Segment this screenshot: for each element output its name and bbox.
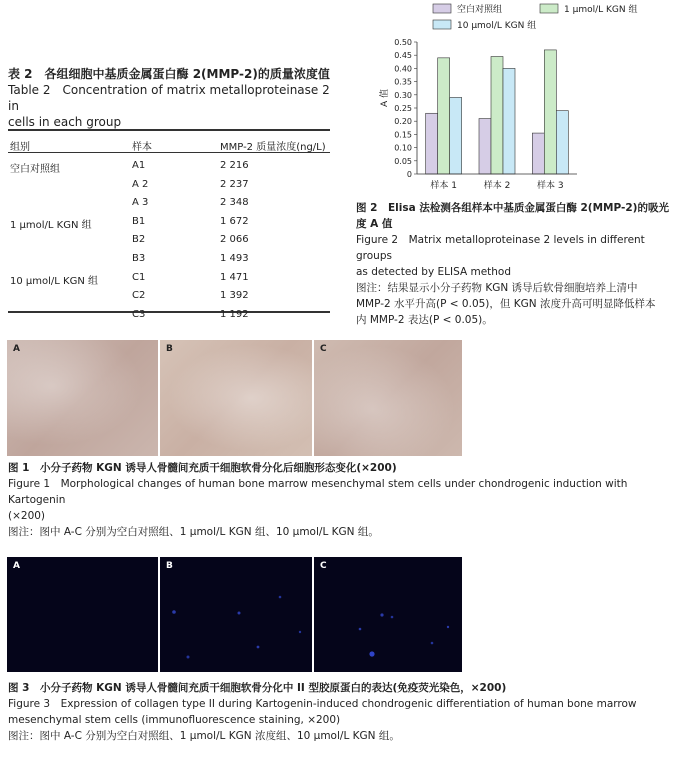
figure-2-note-3: 内 MMP-2 表达(P < 0.05)。 — [356, 314, 493, 326]
y-tick-label: 0.25 — [394, 104, 412, 113]
table-row — [8, 177, 330, 196]
y-tick-label: 0.05 — [394, 156, 412, 166]
figure-3-caption-en-2: mesenchymal stem cells (immunofluorescence staining, ×200) — [8, 714, 341, 726]
mmp2-bar-chart — [355, 0, 675, 198]
cell-value: 2 066 — [220, 234, 249, 246]
fluorescence-dots — [314, 557, 462, 672]
table-row — [8, 232, 330, 251]
cell-sample: A 3 — [132, 197, 149, 209]
table-2-title-zh: 表 2 各组细胞中基质金属蛋白酶 2(MMP-2)的质量浓度值 — [8, 67, 330, 81]
cell-value: 1 192 — [220, 308, 249, 320]
cell-sample: A1 — [132, 160, 146, 171]
table-row — [8, 195, 330, 214]
bar — [438, 58, 450, 174]
legend-swatch — [433, 20, 451, 29]
table-2-title-en-line2: cells in each group — [8, 115, 122, 129]
figure-2-caption-zh-1: 图 2 Elisa 法检测各组样本中基质金属蛋白酶 2(MMP-2)的吸光 — [356, 202, 669, 214]
figure-1-panel-a — [7, 340, 158, 456]
panel-label: B — [166, 561, 173, 571]
y-axis-label: A 值 — [380, 88, 390, 108]
table-row — [8, 251, 330, 270]
y-tick-label: 0.10 — [394, 143, 412, 153]
panel-label: A — [13, 344, 20, 354]
bar — [556, 111, 568, 174]
table-row — [8, 270, 330, 289]
cell-value: 2 237 — [220, 178, 249, 190]
table-2 — [8, 136, 330, 325]
figure-3-panel-a — [7, 557, 158, 672]
figure-3-note: 图注：图中 A-C 分别为空白对照组、1 μmol/L KGN 浓度组、10 μmol/L KGN 组。 — [8, 730, 400, 742]
header-group: 组别 — [10, 142, 30, 153]
chart-bars — [426, 50, 569, 174]
y-tick-label: 0.30 — [394, 90, 412, 100]
figure-1-caption-en-2: (×200) — [8, 510, 46, 522]
cell-sample: B3 — [132, 252, 146, 264]
x-tick-label: 样本 2 — [483, 181, 511, 191]
panel-label: C — [320, 561, 327, 571]
figure-3-caption — [8, 680, 680, 744]
y-tick-label: 0.15 — [394, 130, 412, 140]
y-tick-label: 0.20 — [394, 117, 412, 127]
table-row — [8, 158, 330, 177]
figure-1-caption-en-1: Figure 1 Morphological changes of human bone marrow mesenchymal stem cells under chondrogenic induction with Kartogenin — [8, 478, 628, 506]
cell-value: 2 216 — [220, 160, 249, 171]
cell-value: 2 348 — [220, 197, 249, 209]
figure-1-note: 图注：图中 A-C 分别为空白对照组、1 μmol/L KGN 组、10 μmol/L KGN 组。 — [8, 526, 379, 538]
table-2-title — [8, 66, 338, 130]
figure-3-panel-c — [314, 557, 462, 672]
table-row — [8, 288, 330, 307]
cell-sample: A 2 — [132, 178, 149, 190]
table-row — [8, 214, 330, 233]
bar — [544, 50, 556, 174]
legend-label: 空白对照组 — [457, 5, 503, 15]
figure-3-caption-en-1: Figure 3 Expression of collagen type II during Kartogenin-induced chondrogenic differentiation of human bone marrow — [8, 698, 637, 710]
table-row — [8, 307, 330, 326]
cell-value: 1 471 — [220, 271, 249, 283]
x-tick-label: 样本 3 — [537, 181, 564, 191]
figure-2-caption-en-2: as detected by ELISA method — [356, 266, 512, 278]
y-axis-ticks — [394, 38, 417, 179]
bar — [503, 68, 515, 174]
cell-group: 1 μmol/L KGN 组 — [10, 219, 92, 231]
figure-1-panel-b — [160, 340, 312, 456]
cell-value: 1 392 — [220, 290, 249, 302]
y-tick-label: 0.40 — [394, 64, 412, 74]
cell-sample: C1 — [132, 271, 146, 283]
figure-2-note-2: MMP-2 水平升高(P < 0.05)，但 KGN 浓度升高可明显降低样本 — [356, 298, 656, 310]
bar — [479, 119, 491, 174]
header-sample: 样本 — [132, 142, 152, 153]
cell-value: 1 493 — [220, 252, 249, 264]
table-header-row — [8, 136, 330, 154]
y-tick-label: 0.35 — [394, 77, 412, 87]
cell-group: 空白对照组 — [10, 164, 60, 175]
y-tick-label: 0.50 — [394, 38, 412, 47]
figure-2-note-1: 图注：结果显示小分子药物 KGN 诱导后软骨细胞培养上清中 — [356, 282, 638, 294]
cell-value: 1 672 — [220, 215, 249, 227]
header-mmp2: MMP-2 质量浓度(ng/L) — [220, 142, 326, 153]
cell-group: 10 μmol/L KGN 组 — [10, 275, 98, 287]
legend-label: 10 μmol/L KGN 组 — [457, 21, 537, 31]
bar — [426, 113, 438, 174]
figure-3-caption-zh: 图 3 小分子药物 KGN 诱导人骨髓间充质干细胞软骨分化中 II 型胶原蛋白的表达(免疫荧光染色，×200) — [8, 682, 507, 694]
bar — [450, 97, 462, 174]
figure-1-caption — [8, 460, 680, 540]
panel-label: B — [166, 344, 173, 354]
legend-swatch — [540, 4, 558, 13]
chart-legend — [433, 3, 637, 31]
bar — [532, 133, 544, 174]
legend-swatch — [433, 4, 451, 13]
table-top-rule — [8, 129, 330, 131]
figure-2-caption-zh-2: 度 A 值 — [356, 218, 393, 230]
x-axis-ticks — [417, 174, 577, 191]
table-2-title-en-line1: Table 2 Concentration of matrix metalloproteinase 2 in — [8, 83, 330, 113]
panel-label: C — [320, 344, 327, 354]
figure-1-panel-c — [314, 340, 462, 456]
fluorescence-dots — [160, 557, 312, 672]
cell-sample: C2 — [132, 290, 146, 302]
cell-sample: B2 — [132, 234, 146, 246]
figure-3-panel-b — [160, 557, 312, 672]
x-tick-label: 样本 1 — [430, 181, 457, 191]
bar — [491, 57, 503, 174]
figure-2-caption-en-1: Figure 2 Matrix metalloproteinase 2 levels in different groups — [356, 234, 645, 262]
legend-label: 1 μmol/L KGN 组 — [564, 5, 638, 15]
panel-label: A — [13, 561, 20, 571]
figure-2-caption — [356, 200, 678, 328]
y-tick-label: 0 — [406, 170, 412, 179]
y-tick-label: 0.45 — [394, 51, 412, 61]
cell-sample: C3 — [132, 308, 146, 320]
figure-1-caption-zh: 图 1 小分子药物 KGN 诱导人骨髓间充质干细胞软骨分化后细胞形态变化(×200) — [8, 462, 397, 474]
cell-sample: B1 — [132, 215, 146, 227]
